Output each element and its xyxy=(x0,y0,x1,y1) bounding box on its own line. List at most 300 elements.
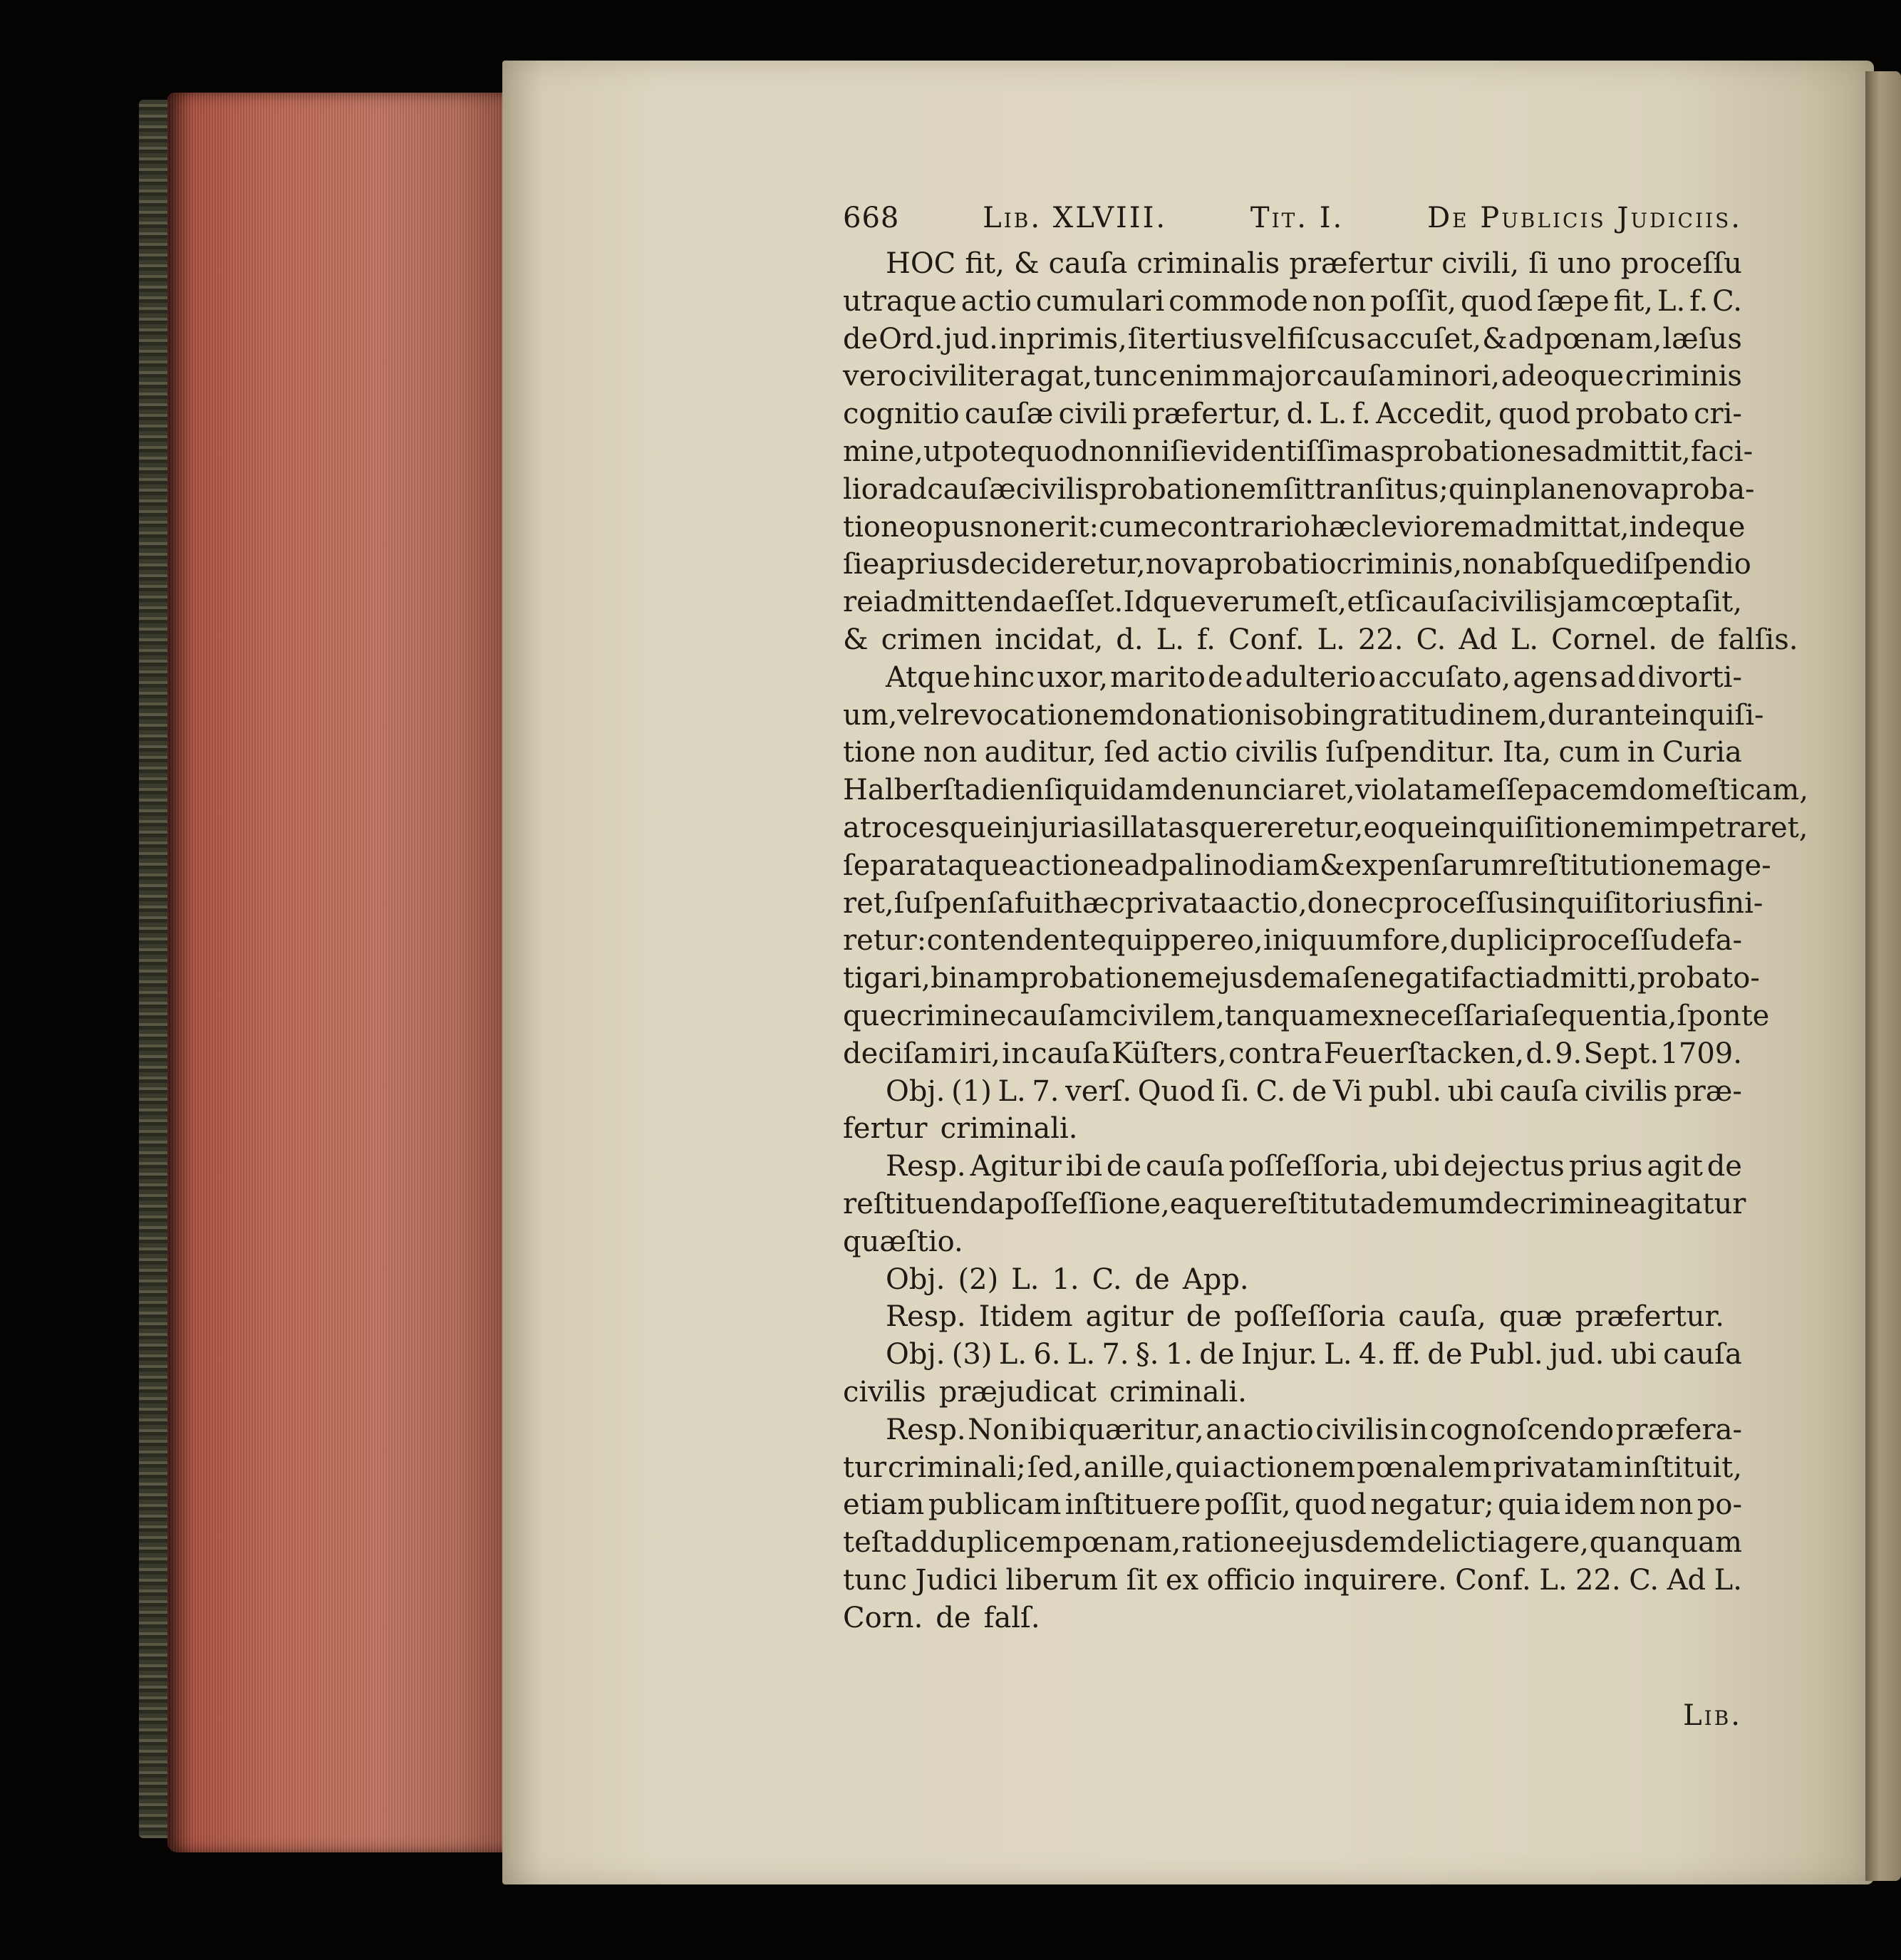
word: opus xyxy=(916,510,985,544)
word: uxor, xyxy=(1037,660,1109,694)
word: ibi xyxy=(1030,1413,1067,1446)
text-line xyxy=(843,1524,1742,1562)
word: falſis. xyxy=(1718,623,1798,656)
text-line xyxy=(843,1261,1742,1299)
word: (1) xyxy=(951,1074,992,1108)
word: §. xyxy=(1135,1338,1159,1372)
word: donationis xyxy=(1136,698,1287,732)
word: minori, xyxy=(1396,360,1501,393)
word: d. xyxy=(1526,1037,1553,1070)
word: ſi xyxy=(1528,247,1548,280)
text-line xyxy=(843,546,1751,584)
word: eoque xyxy=(1363,811,1451,844)
word: marito xyxy=(1110,660,1206,694)
word: ubi xyxy=(1610,1338,1657,1372)
word: probationem xyxy=(1020,962,1205,995)
word: denunciaret, xyxy=(1171,774,1355,807)
word: L. xyxy=(1067,1338,1096,1372)
word: Ita, xyxy=(1502,736,1552,769)
word: neceſſaria xyxy=(1384,999,1531,1032)
word: ex xyxy=(1165,1563,1199,1597)
word: f. xyxy=(1352,398,1371,431)
word: revocationem xyxy=(939,698,1136,732)
word: fiſcus xyxy=(1287,322,1366,356)
word: ubi xyxy=(1393,1150,1439,1183)
word: Resp. xyxy=(886,1413,966,1446)
text-line xyxy=(843,358,1742,395)
word: impetraret, xyxy=(1643,811,1808,844)
word: inquiſitorius xyxy=(1529,886,1707,920)
word: Atque xyxy=(886,660,971,694)
word: 4. xyxy=(1358,1338,1386,1372)
word: probatio xyxy=(1214,548,1337,581)
word: e xyxy=(1160,510,1177,544)
word: civilis xyxy=(1584,1074,1668,1108)
text-line xyxy=(843,960,1760,997)
word: criminis, xyxy=(1336,548,1463,581)
word: præfera- xyxy=(1615,1413,1742,1446)
text-line xyxy=(843,1073,1742,1111)
word: jam xyxy=(1558,586,1611,619)
word: cauſa xyxy=(1316,360,1396,393)
word: ſed xyxy=(1104,736,1150,769)
text-line xyxy=(843,1562,1742,1599)
word: ſuſpenditur. xyxy=(1325,736,1496,769)
word: ſit, xyxy=(1701,586,1742,619)
word: duplicem xyxy=(929,1526,1063,1560)
word: Obj. xyxy=(886,1338,946,1372)
word: de xyxy=(1292,1074,1327,1108)
text-line xyxy=(843,697,1764,735)
word: Ad xyxy=(1459,623,1498,656)
word: age- xyxy=(1709,849,1771,882)
word: præ- xyxy=(1674,1074,1742,1108)
word: facti xyxy=(1461,962,1526,995)
word: non xyxy=(1462,548,1516,581)
word: fertur xyxy=(843,1112,928,1146)
word: 9. xyxy=(1555,1037,1583,1070)
word: crimine xyxy=(896,999,1007,1032)
word: L. xyxy=(1011,1262,1040,1296)
word: quereretur, xyxy=(1199,811,1364,844)
word: proceſſus xyxy=(1394,886,1530,920)
word: Agitur xyxy=(970,1150,1062,1183)
text-line xyxy=(843,885,1763,923)
body-text xyxy=(843,245,1809,1637)
word: agitatur xyxy=(1630,1187,1746,1220)
word: um, xyxy=(843,698,898,732)
word: cauſa xyxy=(1146,1150,1225,1183)
word: Obj. xyxy=(886,1074,946,1108)
word: ſed, xyxy=(1027,1451,1082,1484)
word: de xyxy=(843,322,879,356)
word: f. xyxy=(1689,284,1709,318)
word: a xyxy=(1325,962,1342,995)
text-line xyxy=(843,1336,1742,1374)
word: L. xyxy=(1156,623,1184,656)
word: 22. xyxy=(1357,623,1404,656)
word: pœnam, xyxy=(1062,1526,1181,1560)
word: faci- xyxy=(1690,435,1754,468)
word: cri- xyxy=(1694,398,1742,431)
word: probato xyxy=(1575,398,1689,431)
word: ſit xyxy=(1283,472,1315,506)
word: negati xyxy=(1369,962,1461,995)
word: atrocesque xyxy=(843,811,1003,844)
word: jud. xyxy=(943,322,998,356)
word: utpote xyxy=(923,435,1017,468)
word: erit: xyxy=(1037,510,1099,544)
header-lib: Lib. XLVIII. xyxy=(983,202,1168,234)
word: quidam xyxy=(1064,774,1172,807)
word: enim xyxy=(1159,360,1231,393)
word: cœpta xyxy=(1610,586,1702,619)
word: tione xyxy=(843,736,916,769)
word: privata xyxy=(1124,886,1228,920)
word: quod xyxy=(1498,398,1571,431)
word: C. xyxy=(1712,284,1742,318)
word: etſi xyxy=(1347,586,1395,619)
catchword-row xyxy=(843,1697,1742,1735)
word: cauſa xyxy=(1499,1074,1579,1108)
text-line xyxy=(843,471,1755,509)
word: duplici xyxy=(1449,924,1548,958)
word: præfertur xyxy=(1289,247,1433,280)
word: retur: xyxy=(843,924,927,958)
word: & xyxy=(1320,849,1345,882)
text-line xyxy=(843,395,1742,433)
word: civilis xyxy=(843,1375,926,1409)
word: admitti, xyxy=(1525,962,1637,995)
word: de xyxy=(1484,1187,1520,1220)
word: hæc xyxy=(1064,886,1125,920)
word: tranſitus; xyxy=(1314,472,1449,506)
word: non xyxy=(1089,435,1143,468)
word: admittit, xyxy=(1566,435,1691,468)
word: verſ. xyxy=(1065,1074,1132,1108)
word: inprimis, xyxy=(998,322,1127,356)
word: Resp. xyxy=(886,1300,966,1334)
word: utraque xyxy=(843,284,957,318)
word: probato- xyxy=(1637,962,1760,995)
word: palinodiam xyxy=(1159,849,1320,882)
word: ille, xyxy=(1120,1451,1174,1484)
word: cumulari xyxy=(1035,284,1165,318)
word: reſtituenda xyxy=(843,1187,1005,1220)
word: agitur xyxy=(1085,1300,1174,1334)
word: proceſſu xyxy=(1548,924,1670,958)
word: & xyxy=(1482,322,1508,356)
word: fit, xyxy=(965,247,1005,280)
word: pœnalem xyxy=(1357,1451,1492,1484)
word: ad xyxy=(1508,322,1544,356)
word: cognoſcendo xyxy=(1429,1413,1615,1446)
word: ſe xyxy=(1342,962,1370,995)
word: L. xyxy=(1714,1563,1742,1597)
word: mine, xyxy=(843,435,923,468)
word: vel xyxy=(1244,322,1287,356)
word: reſtituta xyxy=(1257,1187,1377,1220)
text-line xyxy=(843,997,1770,1035)
word: fuit xyxy=(1014,886,1065,920)
word: demum xyxy=(1377,1187,1485,1220)
word: Curia xyxy=(1662,736,1742,769)
word: 6. xyxy=(1033,1338,1061,1372)
word: Ord. xyxy=(879,322,943,356)
text-line xyxy=(843,734,1742,772)
word: poſſeſſoria xyxy=(1234,1300,1386,1334)
word: Sept. xyxy=(1583,1037,1659,1070)
word: 7. xyxy=(1102,1338,1129,1372)
word: C. xyxy=(1416,623,1446,656)
word: Corn. xyxy=(843,1601,923,1634)
word: niſi xyxy=(1142,435,1190,468)
word: de xyxy=(1706,1150,1742,1183)
word: de xyxy=(1669,623,1706,656)
word: C. xyxy=(1092,1262,1122,1296)
text-line xyxy=(843,1599,1742,1637)
word: crimen xyxy=(881,623,983,656)
word: cauſæ xyxy=(927,472,1016,506)
word: poſſeſſoria, xyxy=(1228,1150,1389,1183)
text-line xyxy=(843,772,1809,809)
word: & xyxy=(1013,247,1040,280)
text-line xyxy=(843,245,1742,283)
word: iri, xyxy=(959,1037,1000,1070)
word: fini- xyxy=(1706,886,1763,920)
word: fore, xyxy=(1382,924,1450,958)
word: reſtitutionem xyxy=(1518,849,1709,882)
text-line xyxy=(843,847,1771,885)
word: cauſæ xyxy=(964,398,1054,431)
word: tunc xyxy=(1093,360,1158,393)
word: Conf. xyxy=(1455,1563,1531,1597)
word: proba- xyxy=(1660,472,1755,506)
word: civilis xyxy=(1015,472,1099,506)
word: decideretur, xyxy=(970,548,1146,581)
word: proceſſu xyxy=(1620,247,1742,280)
word: Küſters, xyxy=(1112,1037,1227,1070)
word: quæſtio. xyxy=(843,1225,963,1258)
word: pœnam, xyxy=(1544,322,1662,356)
word: ſuſpenſa xyxy=(893,886,1015,920)
word: quia xyxy=(1498,1488,1561,1522)
text-line xyxy=(843,509,1746,546)
word: criminali; xyxy=(888,1451,1026,1484)
word: expenſarum xyxy=(1345,849,1518,882)
word: liberum xyxy=(1005,1563,1119,1597)
word: actio xyxy=(960,284,1032,318)
word: poſſit, xyxy=(1370,284,1457,318)
word: reo, xyxy=(1206,924,1263,958)
word: de xyxy=(936,1601,971,1634)
word: teſt xyxy=(843,1526,893,1560)
word: fit, xyxy=(1613,284,1654,318)
word: actio xyxy=(1243,1413,1314,1446)
word: ingratitudinem, xyxy=(1322,698,1548,732)
text-line xyxy=(843,1449,1742,1487)
word: poſſeſſione, xyxy=(1005,1187,1170,1220)
word: d. xyxy=(1286,398,1314,431)
text-line xyxy=(843,1298,1742,1336)
word: Halberſtadienſi xyxy=(843,774,1065,807)
word: indeque xyxy=(1629,510,1746,544)
word: Obj. xyxy=(886,1262,946,1296)
word: adeoque xyxy=(1501,360,1625,393)
word: falſ. xyxy=(983,1601,1040,1634)
word: civilis xyxy=(1474,586,1558,619)
word: an xyxy=(1083,1451,1119,1484)
text-line xyxy=(843,659,1742,697)
word: tertius xyxy=(1148,322,1244,356)
word: ſi xyxy=(1127,322,1148,356)
word: ratione xyxy=(1181,1526,1285,1560)
word: ejusdem xyxy=(1204,962,1326,995)
word: major xyxy=(1231,360,1315,393)
word: civiliter xyxy=(908,360,1019,393)
word: contrario xyxy=(1176,510,1311,544)
word: domeſticam, xyxy=(1629,774,1809,807)
word: ad xyxy=(1600,660,1636,694)
word: C. xyxy=(1629,1563,1659,1597)
word: deciſam xyxy=(843,1037,958,1070)
text-line xyxy=(843,1223,1742,1261)
word: prius xyxy=(896,548,970,581)
text-line xyxy=(843,1411,1742,1449)
word: cauſam xyxy=(1006,999,1113,1032)
word: inſtituere xyxy=(1065,1488,1201,1522)
word: an xyxy=(1206,1413,1241,1446)
word: Accedit, xyxy=(1376,398,1493,431)
word: eſſet. xyxy=(1047,586,1124,619)
word: Conf. xyxy=(1228,623,1305,656)
word: læſus xyxy=(1662,322,1742,356)
word: inquiſi- xyxy=(1661,698,1764,732)
word: violatam xyxy=(1354,774,1479,807)
word: hinc xyxy=(973,660,1035,694)
word: Non xyxy=(968,1413,1029,1446)
word: po- xyxy=(1697,1488,1742,1522)
word: tunc xyxy=(843,1563,907,1597)
text-line xyxy=(843,283,1742,321)
word: actio, xyxy=(1227,886,1307,920)
word: accuſato, xyxy=(1378,660,1511,694)
word: in xyxy=(1002,1037,1030,1070)
word: de xyxy=(1186,1300,1221,1334)
word: ff. xyxy=(1392,1338,1421,1372)
word: admittat, xyxy=(1497,510,1630,544)
word: abſque xyxy=(1516,548,1616,581)
word: criminali. xyxy=(940,1112,1078,1146)
word: criminis xyxy=(1625,360,1742,393)
word: Itidem xyxy=(978,1300,1073,1334)
word: delicti xyxy=(1407,1526,1497,1560)
word: binam xyxy=(930,962,1020,995)
word: Ad xyxy=(1667,1563,1706,1597)
word: 7. xyxy=(1032,1074,1060,1108)
text-line xyxy=(843,621,1798,659)
word: injurias xyxy=(1003,811,1112,844)
word: non xyxy=(1312,284,1367,318)
word: non xyxy=(984,510,1038,544)
word: publicam xyxy=(928,1488,1062,1522)
page-number: 668 xyxy=(843,202,900,234)
word: L. xyxy=(1510,623,1539,656)
word: qui xyxy=(1175,1451,1221,1484)
word: quod xyxy=(1017,435,1089,468)
text-line xyxy=(843,809,1808,847)
word: pacem xyxy=(1533,774,1630,807)
word: hæc xyxy=(1310,510,1372,544)
word: L. xyxy=(998,1074,1026,1108)
word: auditur, xyxy=(984,736,1097,769)
word: adulterio xyxy=(1245,660,1377,694)
word: L. xyxy=(1539,1563,1568,1597)
word: tigari, xyxy=(843,962,931,995)
text-line xyxy=(843,584,1742,621)
word: Cornel. xyxy=(1551,623,1657,656)
word: ibi xyxy=(1065,1150,1102,1183)
word: f. xyxy=(1196,623,1216,656)
text-line xyxy=(843,1486,1742,1524)
word: lior xyxy=(843,472,892,506)
word: actionem xyxy=(1222,1451,1356,1484)
word: ad xyxy=(893,1526,929,1560)
word: quin xyxy=(1448,472,1513,506)
word: actio xyxy=(1156,736,1228,769)
word: dejectus xyxy=(1443,1150,1565,1183)
word: Quod xyxy=(1137,1074,1215,1108)
word: L. xyxy=(1657,284,1686,318)
word: 1709. xyxy=(1660,1037,1742,1070)
word: iniquum xyxy=(1263,924,1382,958)
page-text xyxy=(843,199,1809,1735)
word: præfertur, xyxy=(1132,398,1282,431)
running-header xyxy=(843,199,1742,237)
word: etiam xyxy=(843,1488,925,1522)
word: 22. xyxy=(1575,1563,1621,1597)
word: vel xyxy=(897,698,940,732)
word: jud. xyxy=(1549,1338,1605,1372)
word: in xyxy=(1627,736,1655,769)
word: ex xyxy=(1352,999,1385,1032)
word: tanquam xyxy=(1224,999,1352,1032)
word: quod xyxy=(1461,284,1533,318)
word: donec xyxy=(1307,886,1394,920)
word: civilem, xyxy=(1112,999,1225,1032)
word: defa- xyxy=(1669,924,1742,958)
word: Injur. xyxy=(1240,1338,1317,1372)
word: L. xyxy=(1319,398,1347,431)
word: in xyxy=(1400,1413,1429,1446)
word: leviorem xyxy=(1371,510,1498,544)
word: prius xyxy=(1568,1150,1643,1183)
word: eaque xyxy=(1169,1187,1258,1220)
word: cauſa xyxy=(1048,247,1128,280)
word: inſtituit, xyxy=(1624,1451,1742,1484)
word: ubi xyxy=(1447,1074,1493,1108)
word: commode xyxy=(1169,284,1308,318)
word: probationem xyxy=(1099,472,1283,506)
word: nova xyxy=(1592,472,1661,506)
word: nova xyxy=(1145,548,1215,581)
word: HOC xyxy=(886,247,956,280)
text-line xyxy=(843,321,1742,358)
word: Vi xyxy=(1332,1074,1362,1108)
word: verum xyxy=(1206,586,1299,619)
word: contra xyxy=(1228,1037,1322,1070)
word: Resp. xyxy=(886,1150,966,1183)
